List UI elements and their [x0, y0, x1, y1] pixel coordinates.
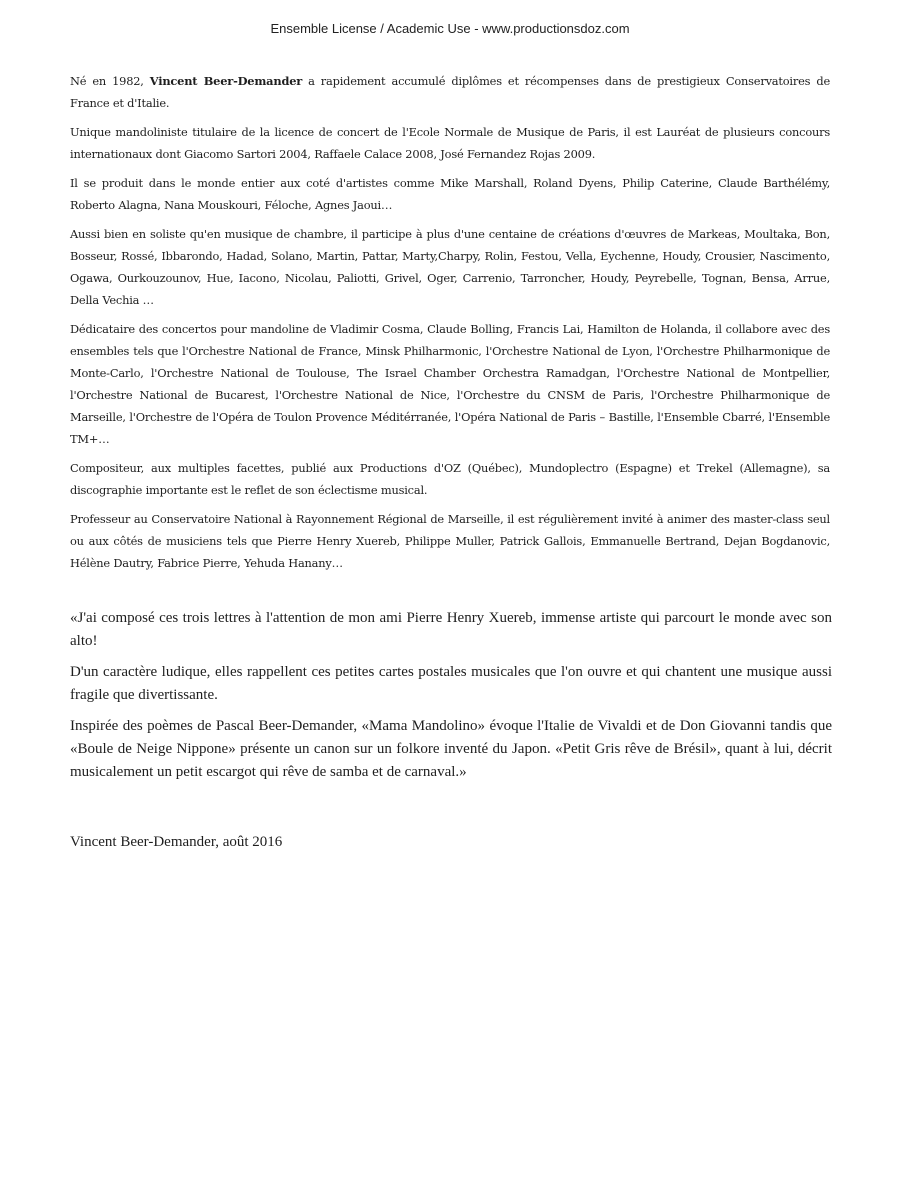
bio-paragraph-6: Compositeur, aux multiples facettes, publié aux Productions d'OZ (Québec), Mundoplectro (Espagne) et Trekel (Allemagne), sa discographie importante est le reflet de son éclectisme musical.	[70, 461, 830, 497]
bio-paragraph-7: Professeur au Conservatoire National à Rayonnement Régional de Marseille, il est régulièrement invité à animer des master-class seul ou aux côtés de musiciens tels que Pierre Henry Xuereb, Philippe Muller, Patrick Gallois, Emmanuelle Bertrand, Dejan Bogdanovic, Hélène Dautry, Fabrice Pierre, Yehuda Hanany…	[70, 512, 830, 570]
note-paragraph-1: «J'ai composé ces trois lettres à l'attention de mon ami Pierre Henry Xuereb, immense artiste qui parcourt le monde avec son alto!	[70, 610, 832, 649]
signature: Vincent Beer-Demander, août 2016	[70, 834, 283, 850]
bio-paragraph-4: Aussi bien en soliste qu'en musique de chambre, il participe à plus d'une centaine de créations d'œuvres de Markeas, Moultaka, Bon, Bosseur, Rossé, Ibbarondo, Hadad, Solano, Martin, Pattar, Marty,Charpy, Rolin, Festou, Vella, Eychenne, Houdy, Crousier, Nascimento, Ogawa, Ourkouzounov, Hue, Iacono, Nicolau, Paliotti, Grivel, Oger, Carrenio, Tarroncher, Houdy, Peyrebelle, Tognan, Bensa, Arrue, Della Vechia …	[70, 227, 830, 307]
bio-intro-rest: a rapidement accumulé diplômes et récompenses dans de prestigieux Conservatoires de France et d'Italie.	[70, 74, 831, 110]
bio-intro: Né en 1982,	[70, 74, 150, 88]
note-paragraph-3: Inspirée des poèmes de Pascal Beer-Demander, «Mama Mandolino» évoque l'Italie de Vivaldi et de Don Giovanni tandis que «Boule de Neige Nippone» présente un canon sur un folkore inventé du Japon. «Petit Gris rêve de Brésil», quant à lui, décrit musicalement un petit escargot qui rêve de samba et de carnaval.»	[70, 718, 832, 780]
bio-paragraph-1	[70, 70, 830, 114]
bio-paragraph-3: Il se produit dans le monde entier aux coté d'artistes comme Mike Marshall, Roland Dyens, Philip Caterine, Claude Barthélémy, Roberto Alagna, Nana Mouskouri, Féloche, Agnes Jaoui…	[70, 176, 830, 212]
note-paragraph-2: D'un caractère ludique, elles rappellent ces petites cartes postales musicales que l'on ouvre et qui chantent une musique aussi fragile que divertissante.	[70, 664, 832, 703]
license-header: Ensemble License / Academic Use - www.productionsdoz.com	[270, 21, 630, 36]
biography	[70, 70, 830, 581]
composer-note	[70, 607, 832, 792]
bio-paragraph-2: Unique mandoliniste titulaire de la licence de concert de l'Ecole Normale de Musique de Paris, il est Lauréat de plusieurs concours internationaux dont Giacomo Sartori 2004, Raffaele Calace 2008, José Fernandez Rojas 2009.	[70, 125, 830, 161]
artist-name: Vincent Beer-Demander	[149, 74, 303, 88]
bio-paragraph-5: Dédicataire des concertos pour mandoline de Vladimir Cosma, Claude Bolling, Francis Lai, Hamilton de Holanda, il collabore avec des ensembles tels que l'Orchestre National de France, Minsk Philharmonic, l'Orchestre National de Lyon, l'Orchestre Philharmonique de Monte-Carlo, l'Orchestre National de Toulouse, The Israel Chamber Orchestra Ramadgan, l'Orchestre National de Montpellier, l'Orchestre National de Bucarest, l'Orchestre National de Nice, l'Orchestre du CNSM de Paris, l'Orchestre Philharmonique de Marseille, l'Orchestre de l'Opéra de Toulon Provence Méditérranée, l'Opéra National de Paris – Bastille, l'Ensemble Cbarré, l'Ensemble TM+…	[70, 322, 830, 446]
